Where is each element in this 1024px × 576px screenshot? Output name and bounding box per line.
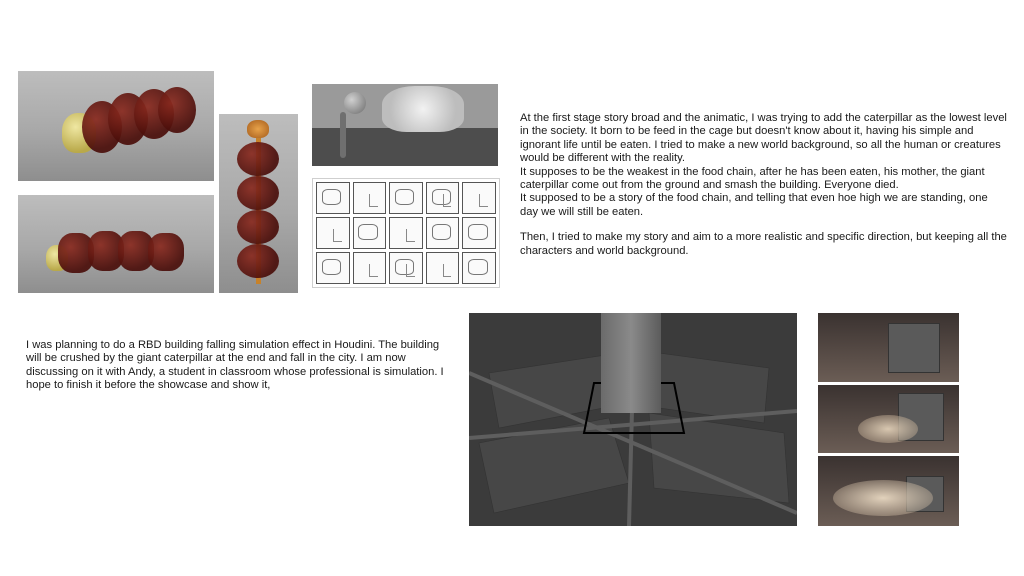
caterpillar-render-side (18, 195, 214, 293)
caterpillar-render-top (219, 114, 298, 293)
storyboard-panel (389, 252, 423, 284)
simulation-description (26, 339, 454, 393)
stalk (340, 112, 346, 158)
collapse-frame-2 (818, 385, 959, 453)
storyboard-panel (316, 217, 350, 249)
storyboard-sheet (312, 178, 500, 288)
creature-mass (382, 86, 464, 132)
story-paragraph-2: It supposes to be the weakest in the food chain, after he has been eaten, his mother, the giant caterpillar come out from the ground and smash the building. Everyone died. (520, 165, 985, 192)
storyboard-panel (426, 182, 460, 214)
body-segment (237, 244, 279, 278)
body-segment (237, 210, 279, 244)
simulation-paragraph: I was planning to do a RBD building falling simulation effect in Houdini. The building will be crushed by the giant caterpillar at the end and fall in the city. I am now discussing on it with Andy, a student in classroom whose professional is simulation. I hope to finish it before the showcase and show it, (26, 339, 444, 392)
collapse-frame-3 (818, 456, 959, 526)
tower (601, 313, 661, 413)
dust-cloud (833, 480, 933, 516)
storyboard-panel (353, 182, 387, 214)
story-description (520, 112, 1008, 258)
storyboard-panel (462, 252, 496, 284)
storyboard-panel (316, 252, 350, 284)
collapse-frame-1 (818, 313, 959, 382)
storyboard-panel (462, 217, 496, 249)
body-segment (148, 233, 184, 271)
storyboard-panel (389, 217, 423, 249)
storyboard-panel (426, 252, 460, 284)
story-paragraph-4: Then, I tried to make my story and aim to a more realistic and specific direction, but keeping all the characters and world background. (520, 231, 1007, 257)
storyboard-panel (462, 182, 496, 214)
storyboard-panel (353, 217, 387, 249)
animatic-frame (312, 84, 498, 166)
story-paragraph-1: At the first stage story broad and the animatic, I was trying to add the caterpillar as the lowest level in the society. It born to be feed in the cage but doesn't know about it, having his simple and ignorant life until be eaten. I tried to make a new world background, so all the human or creatures would be different with the reality. (520, 112, 1007, 165)
storyboard-panel (316, 182, 350, 214)
storyboard-panel (389, 182, 423, 214)
body-segment (237, 176, 279, 210)
storyboard-grid (316, 182, 496, 284)
sphere (344, 92, 366, 114)
story-paragraph-3: It supposed to be a story of the food chain, and telling that even hoe high we are standing, one day we will still be eaten. (520, 192, 988, 218)
storyboard-panel (353, 252, 387, 284)
body-segment (158, 87, 196, 133)
building-collapse-sequence (818, 313, 959, 526)
body-segment (237, 142, 279, 176)
caterpillar-render-perspective (18, 71, 214, 181)
dust-cloud (858, 415, 918, 443)
city-viewport (469, 313, 797, 526)
storyboard-panel (426, 217, 460, 249)
building (888, 323, 940, 373)
skull-head (247, 120, 269, 138)
